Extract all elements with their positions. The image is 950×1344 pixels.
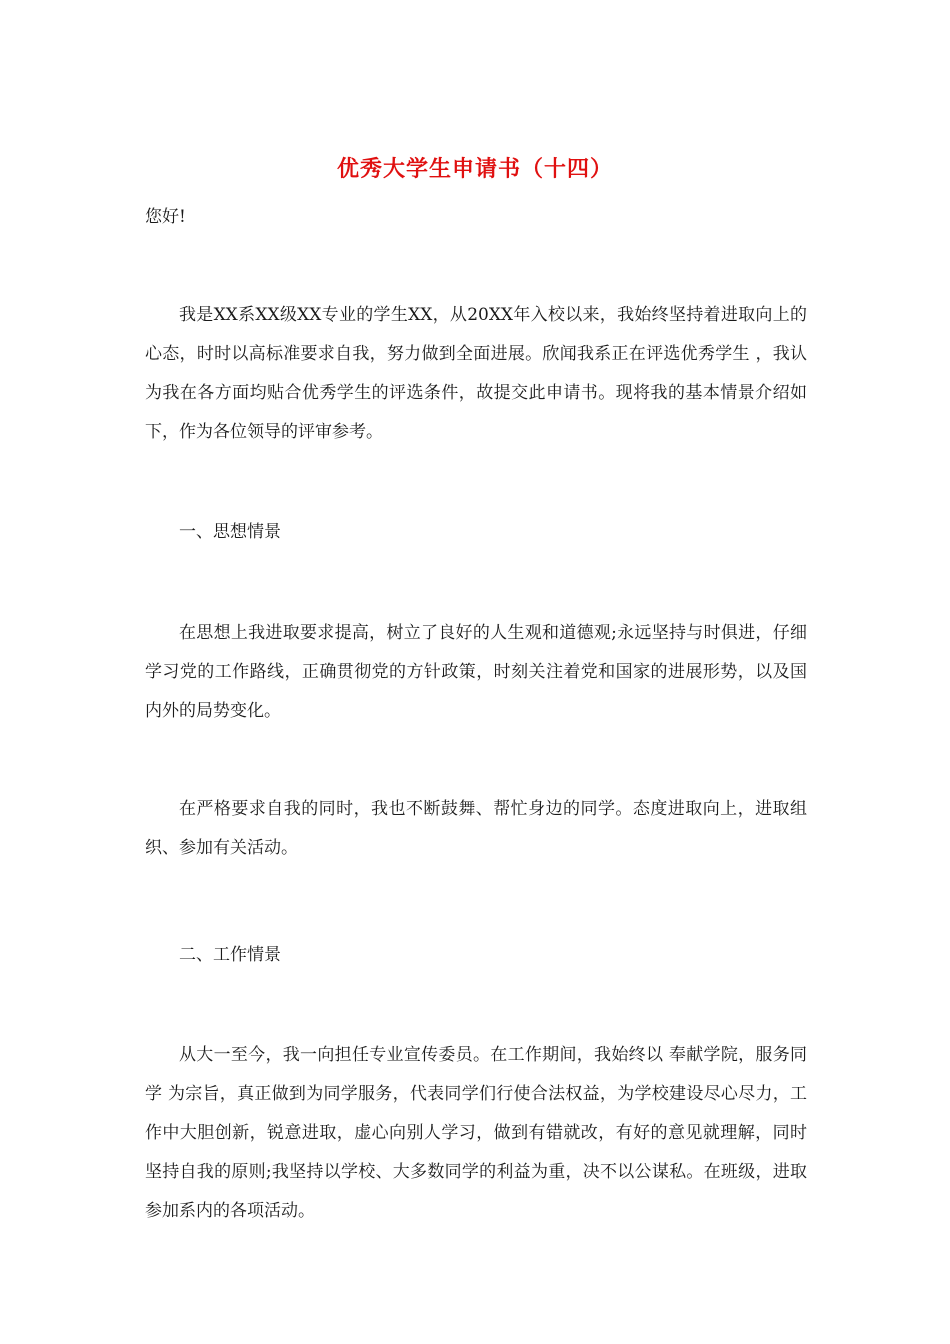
- greeting: 您好!: [145, 207, 186, 227]
- document-title: 优秀大学生申请书（十四）: [336, 156, 613, 182]
- support-paragraph: 在严格要求自我的同时，我也不断鼓舞、帮忙身边的同学。态度进取向上，进取组织、参加有关活动。: [145, 799, 807, 858]
- thought-paragraph: 在思想上我进取要求提高，树立了良好的人生观和道德观;永远坚持与时俱进，仔细学习党的工作路线，正确贯彻党的方针政策，时刻关注着党和国家的进展形势，以及国内外的局势变化。: [145, 623, 807, 721]
- work-paragraph: 从大一至今，我一向担任专业宣传委员。在工作期间，我始终以 奉献学院，服务同学 为宗旨，真正做到为同学服务，代表同学们行使合法权益，为学校建设尽心尽力，工作中大胆创新，锐意进取，虚心向别人学习，做到有错就改，有好的意见就理解，同时坚持自我的原则;我坚持以学校、大多数同学的利益为重，决不以公谋私。在班级，进取参加系内的各项活动。: [145, 1045, 807, 1221]
- intro-paragraph: 我是XX系XX级XX专业的学生XX，从20XX年入校以来，我始终坚持着进取向上的心态，时时以高标准要求自我，努力做到全面进展。欣闻我系正在评选优秀学生 ，我认为我在各方面均贴合优秀学生的评选条件，故提交此申请书。现将我的基本情景介绍如下，作为各位领导的评审参考。: [145, 305, 807, 442]
- section-heading-thought: 一、思想情景: [179, 522, 281, 542]
- section-heading-work: 二、工作情景: [179, 945, 281, 965]
